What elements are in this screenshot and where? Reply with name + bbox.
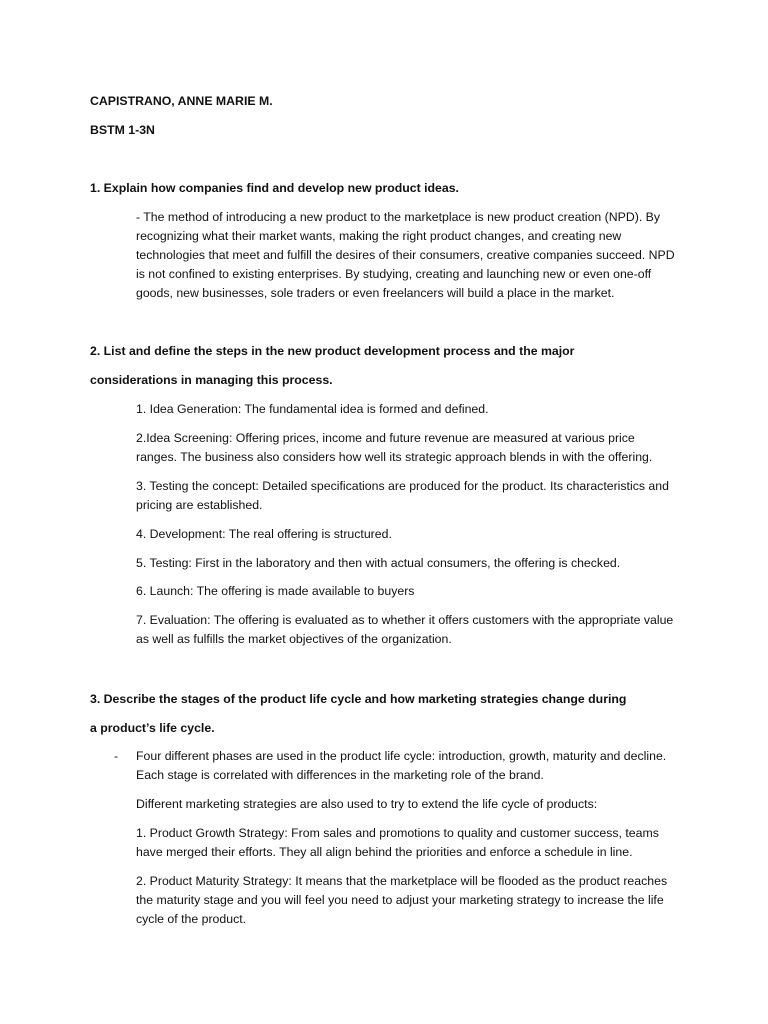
step-3: 3. Testing the concept: Detailed specifications are produced for the product. Its characteristics and pricing are established. [136,479,669,512]
student-name: CAPISTRANO, ANNE MARIE M. [90,94,273,108]
step-2: 2.Idea Screening: Offering prices, income and future revenue are measured at various price ranges. The business also considers how well its strategic approach blends in with the offering. [136,431,653,464]
step-5: 5. Testing: First in the laboratory and then with actual consumers, the offering is checked. [136,556,621,570]
strategy-1: 1. Product Growth Strategy: From sales and promotions to quality and customer success, teams have merged their efforts. They all align behind the priorities and enforce a schedule in line. [136,826,659,859]
step-1: 1. Idea Generation: The fundamental idea is formed and defined. [136,402,489,416]
question-3-line-2: a product’s life cycle. [90,721,215,735]
step-4: 4. Development: The real offering is structured. [136,527,392,541]
question-3-line-1: 3. Describe the stages of the product life cycle and how marketing strategies change during [90,692,627,706]
bullet-dash-marker: - [114,749,119,763]
answer-3-intro: Four different phases are used in the product life cycle: introduction, growth, maturity and decline. Each stage is correlated with differences in the marketing role of the brand. [136,749,667,782]
student-section: BSTM 1-3N [90,123,155,137]
question-1: 1. Explain how companies find and develop new product ideas. [90,181,459,195]
step-7: 7. Evaluation: The offering is evaluated as to whether it offers customers with the appropriate value as well as fulfills the market objectives of the organization. [136,613,674,646]
strategy-2: 2. Product Maturity Strategy: It means that the marketplace will be flooded as the product reaches the maturity stage and you will feel you need to adjust your marketing strategy to increase the life cycle of the product. [136,874,668,926]
answer-1: - The method of introducing a new product to the marketplace is new product creation (NPD). By recognizing what their market wants, making the right product changes, and creating new technologies that meet and fulfill the desires of their consumers, creative companies succeed. NPD is not confined to existing enterprises. By studying, creating and launching new or even one-off goods, new businesses, sole traders or even freelancers will build a place in the market. [136,210,675,300]
question-2-line-2: considerations in managing this process. [90,373,333,387]
question-2-line-1: 2. List and define the steps in the new product development process and the major [90,344,575,358]
answer-3-extend: Different marketing strategies are also used to try to extend the life cycle of products: [136,797,598,811]
step-6: 6. Launch: The offering is made available to buyers [136,584,415,598]
